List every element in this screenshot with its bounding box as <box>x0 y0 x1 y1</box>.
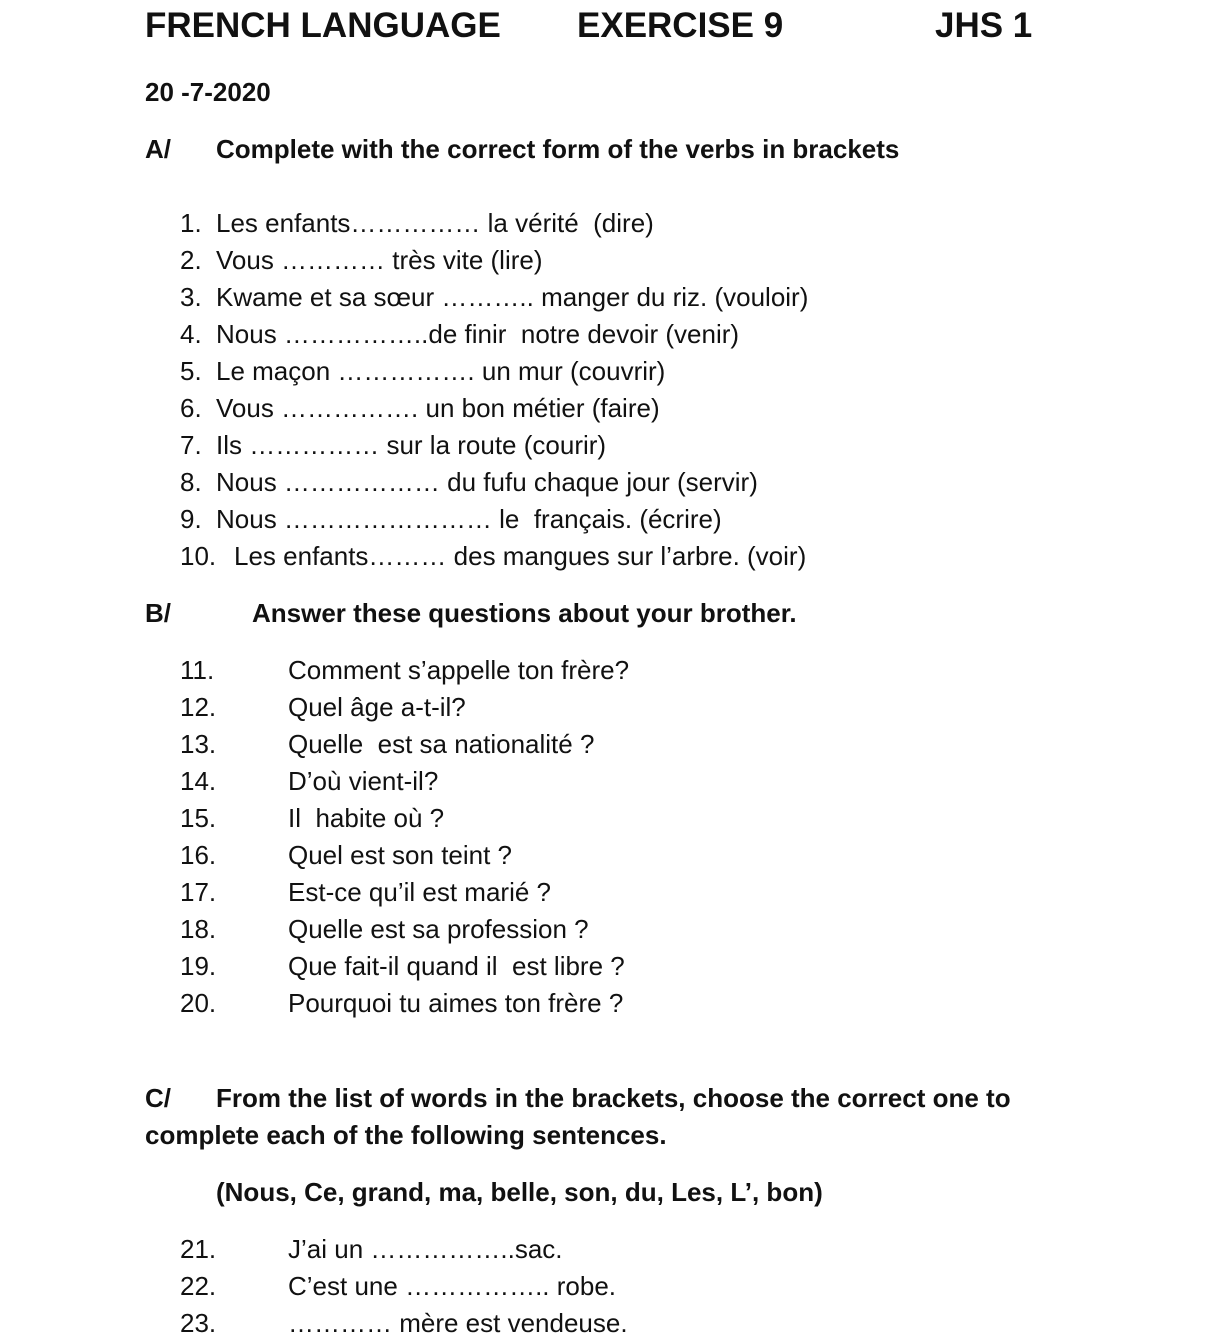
list-item-number: 17. <box>180 877 217 907</box>
list-item-number: 13. <box>180 729 217 759</box>
list-item-text: Nous ……………… du fufu chaque jour (servir) <box>216 467 758 497</box>
list-item-number: 22. <box>180 1271 217 1301</box>
list-item-number: 9. <box>180 504 202 534</box>
section-c-instruction-line2: complete each of the following sentences. <box>145 1120 667 1150</box>
list-item-number: 6. <box>180 393 202 423</box>
list-item-text: J’ai un ……………..sac. <box>288 1234 563 1264</box>
exercise-title: EXERCISE 9 <box>577 6 784 45</box>
list-item-text: D’où vient-il? <box>288 766 439 796</box>
list-item-text: Il habite où ? <box>288 803 445 833</box>
list-item-text: Kwame et sa sœur ……….. manger du riz. (vouloir) <box>216 282 809 312</box>
list-item-text: Que fait-il quand il est libre ? <box>288 951 625 981</box>
word-list: (Nous, Ce, grand, ma, belle, son, du, Les, L’, bon) <box>216 1177 823 1207</box>
section-b-label: B/ <box>145 598 171 628</box>
list-item-number: 4. <box>180 319 202 349</box>
list-item-number: 18. <box>180 914 217 944</box>
list-item-number: 15. <box>180 803 217 833</box>
list-item-number: 23. <box>180 1308 217 1338</box>
subject-title: FRENCH LANGUAGE <box>145 6 501 45</box>
list-item-text: Vous ……………. un bon métier (faire) <box>216 393 660 423</box>
list-item-number: 20. <box>180 988 217 1018</box>
section-a-label: A/ <box>145 134 171 164</box>
list-item-text: Est-ce qu’il est marié ? <box>288 877 551 907</box>
list-item-text: Ils …………… sur la route (courir) <box>216 430 607 460</box>
list-item-text: Nous ……………..de finir notre devoir (venir) <box>216 319 740 349</box>
list-item-number: 10. <box>180 541 217 571</box>
list-item-number: 2. <box>180 245 202 275</box>
list-item-number: 8. <box>180 467 202 497</box>
section-c-label: C/ <box>145 1083 171 1113</box>
list-item-text: Le maçon ……………. un mur (couvrir) <box>216 356 666 386</box>
list-item-text: Nous …………………… le français. (écrire) <box>216 504 722 534</box>
list-item-text: Quelle est sa profession ? <box>288 914 589 944</box>
list-item-text: Quel âge a-t-il? <box>288 692 466 722</box>
list-item-number: 14. <box>180 766 217 796</box>
list-item-number: 16. <box>180 840 217 870</box>
list-item-text: C’est une …………….. robe. <box>288 1271 616 1301</box>
list-item-number: 12. <box>180 692 217 722</box>
list-item-number: 21. <box>180 1234 217 1264</box>
list-item-text: Vous ………… très vite (lire) <box>216 245 543 275</box>
list-item-number: 11. <box>180 655 215 685</box>
section-c-instruction-line1: From the list of words in the brackets, choose the correct one to <box>216 1083 1011 1113</box>
list-item-number: 3. <box>180 282 202 312</box>
list-item-number: 5. <box>180 356 202 386</box>
list-item-text: Les enfants……… des mangues sur l’arbre. (voir) <box>234 541 807 571</box>
list-item-number: 7. <box>180 430 202 460</box>
list-item-number: 1. <box>180 208 202 238</box>
class-title: JHS 1 <box>935 6 1033 45</box>
list-item-text: Quelle est sa nationalité ? <box>288 729 595 759</box>
exercise-date: 20 -7-2020 <box>145 77 271 107</box>
list-item-text: Quel est son teint ? <box>288 840 513 870</box>
list-item-text: Comment s’appelle ton frère? <box>288 655 630 685</box>
section-b-instruction: Answer these questions about your brother. <box>252 598 797 628</box>
list-item-text: ………… mère est vendeuse. <box>288 1308 628 1338</box>
section-a-instruction: Complete with the correct form of the verbs in brackets <box>216 134 900 164</box>
list-item-number: 19. <box>180 951 217 981</box>
list-item-text: Pourquoi tu aimes ton frère ? <box>288 988 624 1018</box>
list-item-text: Les enfants…………… la vérité (dire) <box>216 208 654 238</box>
